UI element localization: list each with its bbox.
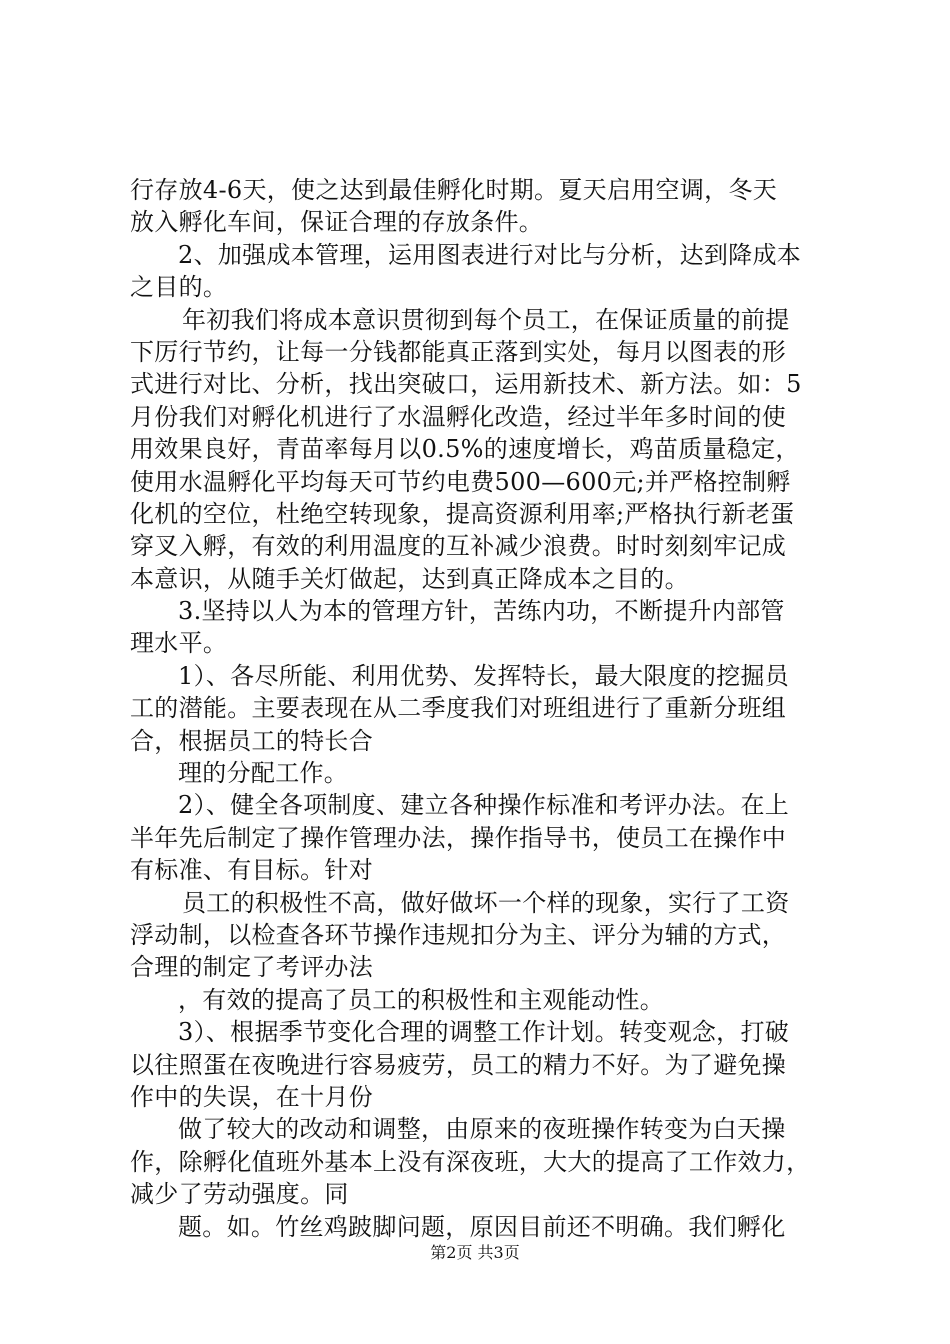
text-line: 浮动制，以检查各环节操作违规扣分为主、评分为辅的方式， bbox=[130, 920, 787, 949]
text-line: 题。如。竹丝鸡跛脚问题，原因目前还不明确。我们孵化 bbox=[178, 1212, 786, 1241]
text-line: 合理的制定了考评办法 bbox=[130, 953, 373, 982]
text-line: 2）、健全各项制度、建立各种操作标准和考评办法。在上 bbox=[178, 791, 790, 820]
text-line: 之目的。 bbox=[130, 273, 228, 302]
text-line: 1）、各尽所能、利用优势、发挥特长，最大限度的挖掘员 bbox=[178, 661, 790, 690]
text-line: 理的分配工作。 bbox=[178, 759, 349, 788]
text-line: 员工的积极性不高，做好做坏一个样的现象，实行了工资 bbox=[182, 888, 790, 917]
text-line: 合，根据员工的特长合 bbox=[130, 726, 373, 755]
text-line: 化机的空位，杜绝空转现象，提高资源利用率;严格执行新老蛋 bbox=[130, 499, 795, 528]
text-line: 工的潜能。主要表现在从二季度我们对班组进行了重新分班组 bbox=[130, 694, 787, 723]
body-text bbox=[130, 174, 842, 1243]
text-line: 月份我们对孵化机进行了水温孵化改造，经过半年多时间的使 bbox=[130, 402, 787, 431]
text-line: 半年先后制定了操作管理办法，操作指导书，使员工在操作中 bbox=[130, 823, 787, 852]
text-line: 以往照蛋在夜晚进行容易疲劳，员工的精力不好。为了避免操 bbox=[130, 1050, 787, 1079]
text-line: 减少了劳动强度。同 bbox=[130, 1180, 349, 1209]
text-line: ，有效的提高了员工的积极性和主观能动性。 bbox=[178, 985, 664, 1014]
page-footer: 第2页 共3页 bbox=[430, 1243, 520, 1262]
text-line: 做了较大的改动和调整，由原来的夜班操作转变为白天操 bbox=[178, 1115, 786, 1144]
text-line: 理水平。 bbox=[130, 629, 228, 658]
text-line: 3.坚持以人为本的管理方针，苦练内功，不断提升内部管 bbox=[178, 597, 785, 626]
text-line: 下厉行节约，让每一分钱都能真正落到实处，每月以图表的形 bbox=[130, 337, 787, 366]
text-line: 年初我们将成本意识贯彻到每个员工，在保证质量的前提 bbox=[182, 305, 790, 334]
text-line: 作中的失误，在十月份 bbox=[130, 1082, 373, 1111]
text-line: 本意识，从随手关灯做起，达到真正降成本之目的。 bbox=[130, 564, 689, 593]
text-line: 使用水温孵化平均每天可节约电费500—600元;并严格控制孵 bbox=[130, 467, 791, 496]
text-line: 2、加强成本管理，运用图表进行对比与分析，达到降成本 bbox=[178, 240, 802, 269]
text-line: 3）、根据季节变化合理的调整工作计划。转变观念，打破 bbox=[178, 1018, 790, 1047]
text-line: 有标准、有目标。针对 bbox=[130, 856, 373, 885]
text-line: 穿叉入孵，有效的利用温度的互补减少浪费。时时刻刻牢记成 bbox=[130, 532, 787, 561]
text-line: 行存放4-6天，使之达到最佳孵化时期。夏天启用空调，冬天 bbox=[130, 176, 778, 204]
text-line: 用效果良好，青苗率每月以0.5%的速度增长，鸡苗质量稳定， bbox=[130, 435, 800, 464]
text-line: 作，除孵化值班外基本上没有深夜班，大大的提高了工作效力， bbox=[130, 1147, 811, 1176]
text-line: 式进行对比、分析，找出突破口，运用新技术、新方法。如：5 bbox=[130, 370, 802, 399]
text-line: 放入孵化车间，保证合理的存放条件。 bbox=[130, 208, 544, 237]
